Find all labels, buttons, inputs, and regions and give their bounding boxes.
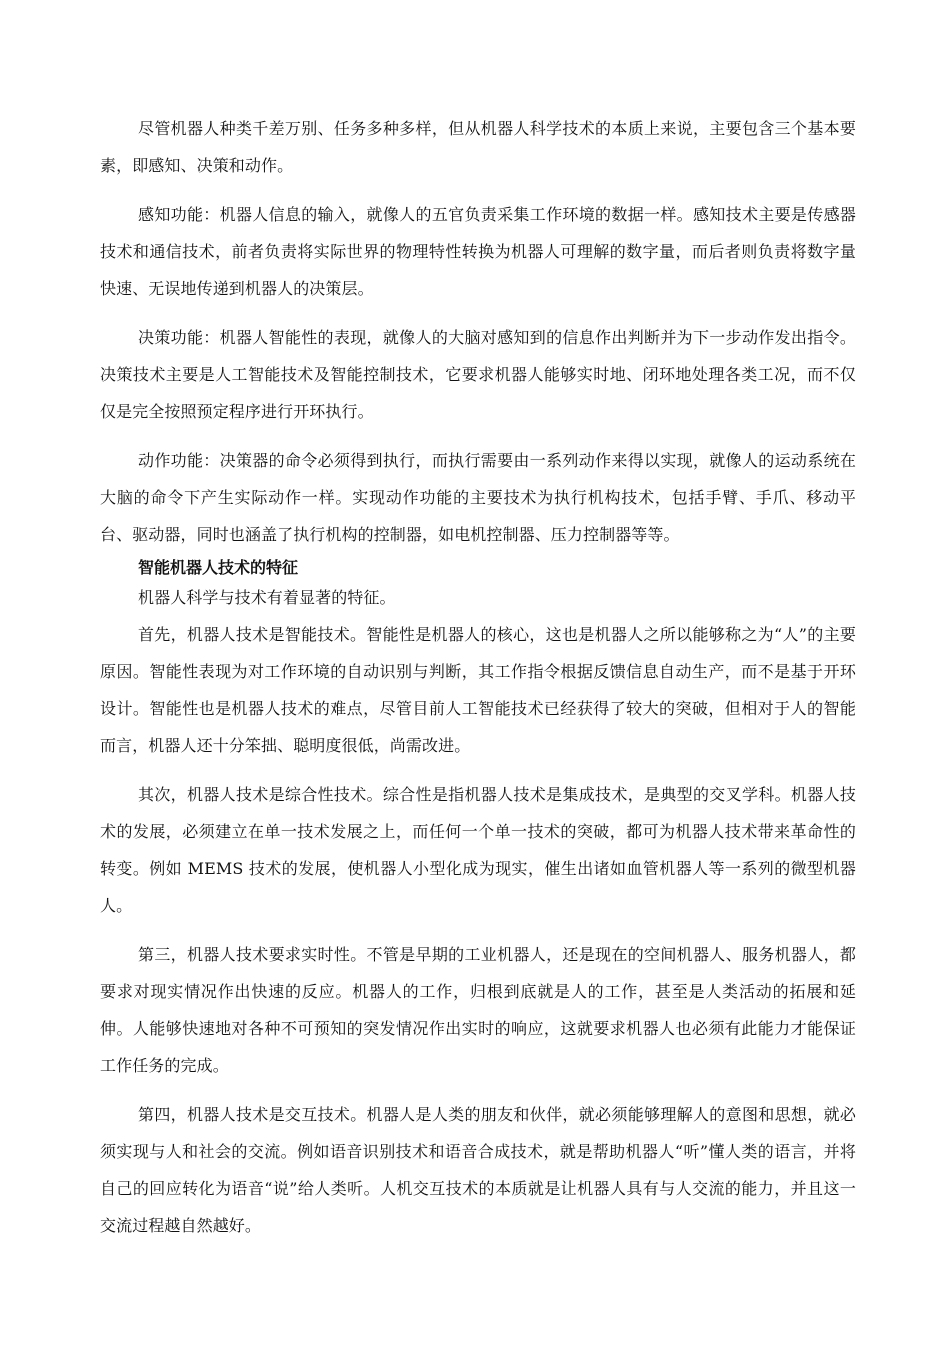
features-section bbox=[100, 555, 856, 1256]
features-paragraph-intro: 机器人科学与技术有着显著的特征。 bbox=[138, 588, 396, 607]
features-paragraph-realtime: 第三，机器人技术要求实时性。不管是早期的工业机器人，还是现在的空间机器人、服务机器人，都要求对现实情况作出快速的反应。机器人的工作，归根到底就是人的工作，甚至是人类活动的拓展和延伸。人能够快速地对各种不可预知的突发情况作出实时的响应，这就要求机器人也必须有此能力才能保证工作任务的完成。 bbox=[100, 945, 856, 1075]
features-paragraph-intelligence: 首先，机器人技术是智能技术。智能性是机器人的核心，这也是机器人之所以能够称之为“人”的主要原因。智能性表现为对工作环境的自动识别与判断，其工作指令根据反馈信息自动生产，而不是基于开环设计。智能性也是机器人技术的难点，尽管目前人工智能技术已经获得了较大的突破，但相对于人的智能而言，机器人还十分笨拙、聪明度很低，尚需改进。 bbox=[100, 625, 856, 755]
intro-paragraph-action: 动作功能：决策器的命令必须得到执行，而执行需要由一系列动作来得以实现，就像人的运动系统在大脑的命令下产生实际动作一样。实现动作功能的主要技术为执行机构技术，包括手臂、手爪、移动平台、驱动器，同时也涵盖了执行机构的控制器，如电机控制器、压力控制器等等。 bbox=[100, 451, 856, 544]
intro-paragraph-decision: 决策功能：机器人智能性的表现，就像人的大脑对感知到的信息作出判断并为下一步动作发出指令。决策技术主要是人工智能技术及智能控制技术，它要求机器人能够实时地、闭环地处理各类工况，而不仅仅是完全按照预定程序进行开环执行。 bbox=[100, 328, 856, 421]
intro-section bbox=[100, 110, 856, 565]
intro-paragraph-elements: 尽管机器人种类千差万别、任务多种多样，但从机器人科学技术的本质上来说，主要包含三个基本要素，即感知、决策和动作。 bbox=[100, 119, 856, 175]
features-paragraph-comprehensive: 其次，机器人技术是综合性技术。综合性是指机器人技术是集成技术，是典型的交叉学科。机器人技术的发展，必须建立在单一技术发展之上，而任何一个单一技术的突破，都可为机器人技术带来革命性的转变。例如 MEMS 技术的发展，使机器人小型化成为现实，催生出诸如血管机器人等一系列的微型机器人。 bbox=[100, 785, 856, 915]
features-paragraph-interaction: 第四，机器人技术是交互技术。机器人是人类的朋友和伙伴，就必须能够理解人的意图和思想，就必须实现与人和社会的交流。例如语音识别技术和语音合成技术，就是帮助机器人“听”懂人类的语言，并将自己的回应转化为语音“说”给人类听。人机交互技术的本质就是让机器人具有与人交流的能力，并且这一交流过程越自然越好。 bbox=[100, 1105, 856, 1235]
intro-paragraph-perception: 感知功能：机器人信息的输入，就像人的五官负责采集工作环境的数据一样。感知技术主要是传感器技术和通信技术，前者负责将实际世界的物理特性转换为机器人可理解的数字量，而后者则负责将数字量快速、无误地传递到机器人的决策层。 bbox=[100, 205, 856, 298]
section-heading: 智能机器人技术的特征 bbox=[138, 558, 299, 577]
